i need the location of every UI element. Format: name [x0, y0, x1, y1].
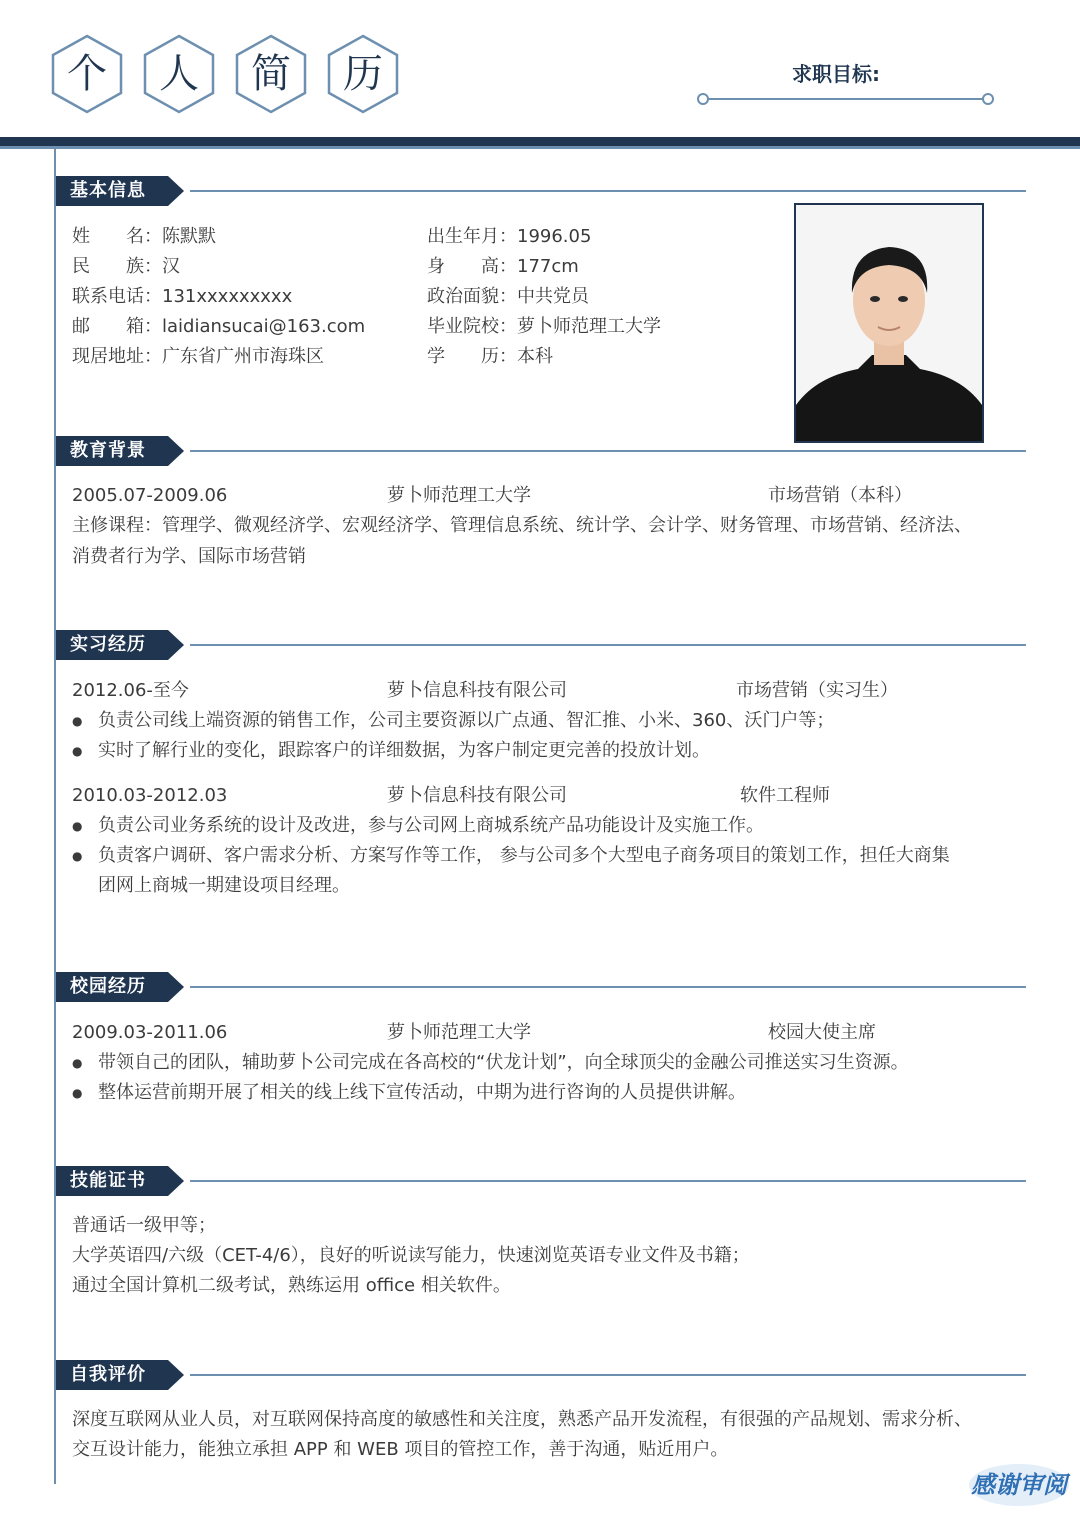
title-hex-1 [50, 34, 124, 114]
thanks-stamp [968, 1462, 1070, 1508]
section-divider [190, 450, 1026, 452]
info-address: 现居地址：广东省广州市海珠区 [72, 346, 324, 367]
list-item-text: 负责客户调研、客户需求分析、方案写作等工作， 参与公司多个大型电子商务项目的策划工作，担任大商集 [98, 845, 950, 866]
list-item-continuation: 团网上商城一期建设项目经理。 [98, 875, 350, 896]
self-eval-line-2: 交互设计能力，能独立承担 APP 和 WEB 项目的管控工作，善于沟通，贴近用户。 [72, 1439, 729, 1460]
skill-line-2: 大学英语四/六级（CET-4/6），良好的听说读写能力，快速浏览英语专业文件及书籍； [72, 1245, 750, 1266]
title-char-4: 历 [343, 51, 383, 97]
intern1-role: 市场营销（实习生） [736, 680, 898, 701]
campus-period: 2009.03-2011.06 [72, 1022, 228, 1043]
header-band [0, 137, 1080, 146]
self-eval-line-1: 深度互联网从业人员，对互联网保持高度的敏感性和关注度，熟悉产品开发流程，有很强的产品规划、需求分析、 [72, 1409, 972, 1430]
title-hex-3 [234, 34, 308, 114]
info-height: 身 高：177cm [427, 256, 579, 277]
edu-period: 2005.07-2009.06 [72, 485, 228, 506]
goal-dot-right [982, 93, 994, 105]
info-name: 姓 名：陈默默 [72, 226, 216, 247]
section-title: 基本信息 [70, 180, 146, 201]
intern1-period: 2012.06-至今 [72, 680, 189, 701]
section-title: 校园经历 [70, 976, 146, 997]
goal-dot-left [697, 93, 709, 105]
list-item-text: 带领自己的团队，辅助萝卜公司完成在各高校的“伏龙计划”，向全球顶尖的金融公司推送实习生资源。 [98, 1052, 909, 1073]
header-band-accent [0, 146, 1080, 149]
profile-photo [794, 203, 984, 443]
left-timeline-line [54, 149, 56, 1484]
edu-major: 市场营销（本科） [768, 485, 912, 506]
section-tag [56, 1360, 184, 1390]
section-tag [56, 972, 184, 1002]
list-item-text: 整体运营前期开展了相关的线上线下宣传活动，中期为进行咨询的人员提供讲解。 [98, 1082, 746, 1103]
section-title: 技能证书 [70, 1170, 146, 1191]
intern2-period: 2010.03-2012.03 [72, 785, 228, 806]
edu-courses-line-1: 主修课程：管理学、微观经济学、宏观经济学、管理信息系统、统计学、会计学、财务管理、市场营销、经济法、 [72, 515, 972, 536]
title-char-3: 简 [251, 51, 291, 97]
section-divider [190, 1180, 1026, 1182]
title-char-1: 个 [67, 51, 107, 97]
title-hex-2 [142, 34, 216, 114]
section-divider [190, 986, 1026, 988]
info-politics: 政治面貌：中共党员 [427, 286, 589, 307]
skill-line-1: 普通话一级甲等； [72, 1215, 216, 1236]
campus-role: 校园大使主席 [768, 1022, 876, 1043]
section-tag [56, 630, 184, 660]
section-divider [190, 644, 1026, 646]
job-goal-label: 求职目标: [792, 62, 880, 86]
info-ethnicity: 民 族：汉 [72, 256, 180, 277]
info-school: 毕业院校：萝卜师范理工大学 [427, 316, 661, 337]
list-item-text: 负责公司业务系统的设计及改进，参与公司网上商城系统产品功能设计及实施工作。 [98, 815, 764, 836]
info-degree: 学 历：本科 [427, 346, 553, 367]
skill-line-3: 通过全国计算机二级考试，熟练运用 office 相关软件。 [72, 1275, 511, 1296]
intern2-company: 萝卜信息科技有限公司 [387, 785, 567, 806]
intern2-role: 软件工程师 [740, 785, 830, 806]
campus-school: 萝卜师范理工大学 [387, 1022, 531, 1043]
section-title: 实习经历 [70, 634, 146, 655]
section-tag [56, 176, 184, 206]
intern1-company: 萝卜信息科技有限公司 [387, 680, 567, 701]
edu-courses-line-2: 消费者行为学、国际市场营销 [72, 546, 306, 567]
info-email: 邮 箱：laidiansucai@163.com [72, 316, 366, 337]
list-item-text: 实时了解行业的变化，跟踪客户的详细数据，为客户制定更完善的投放计划。 [98, 740, 710, 761]
list-item-text: 负责公司线上端资源的销售工作，公司主要资源以广点通、智汇推、小米、360、沃门户等； [98, 710, 835, 731]
section-divider [190, 1374, 1026, 1376]
section-tag [56, 1166, 184, 1196]
info-phone: 联系电话：131xxxxxxxxx [72, 286, 293, 307]
section-divider [190, 190, 1026, 192]
edu-school: 萝卜师范理工大学 [387, 485, 531, 506]
info-birth: 出生年月：1996.05 [427, 226, 592, 247]
thanks-stamp-text: 感谢审阅 [971, 1471, 1067, 1499]
title-char-2: 人 [159, 51, 199, 97]
section-title: 教育背景 [70, 440, 146, 461]
section-tag [56, 436, 184, 466]
goal-underline [706, 98, 986, 100]
section-title: 自我评价 [70, 1364, 146, 1385]
title-hex-4 [326, 34, 400, 114]
